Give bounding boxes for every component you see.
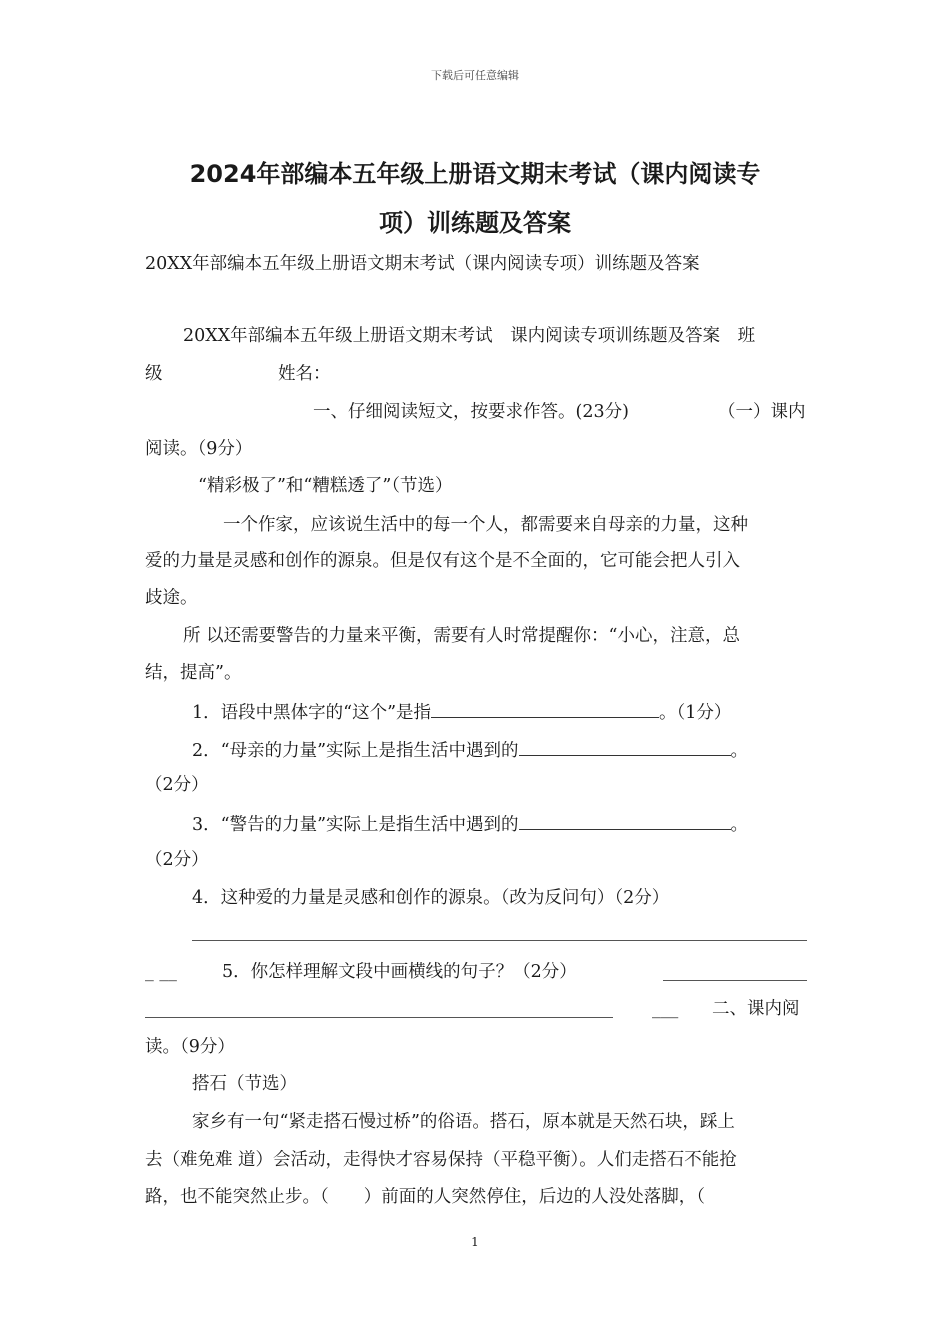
section-two-score: 读。（9分）: [145, 1037, 235, 1057]
passage-one-line: 歧途。: [145, 588, 198, 608]
question-2-score: （2分）: [145, 775, 209, 795]
intro-name-label: 姓名：: [278, 364, 331, 384]
section-one-heading: 一、仔细阅读短文，按要求作答。(23分): [313, 402, 629, 422]
question-5-prefix: _ __: [145, 962, 177, 982]
question-2: 2．“母亲的力量”实际上是指生活中遇到的 。: [192, 737, 748, 763]
answer-line[interactable]: [663, 980, 807, 981]
question-5-mid: ___: [652, 999, 679, 1019]
answer-blank[interactable]: [519, 737, 731, 756]
passage-one-line: 结，提高”。: [145, 663, 242, 683]
question-5: 5．你怎样理解文段中画横线的句子？（2分）: [222, 962, 577, 982]
question-3: 3．“警告的力量”实际上是指生活中遇到的 。: [192, 811, 748, 837]
subsection-one-score: 阅读。（9分）: [145, 439, 253, 459]
answer-blank[interactable]: [519, 811, 731, 830]
answer-blank[interactable]: [431, 699, 659, 718]
section-two-heading: 二、课内阅: [712, 999, 800, 1019]
question-3-score: （2分）: [145, 850, 209, 870]
passage-two-line: 路，也不能突然止步。（ ）前面的人突然停住，后边的人没处落脚，（: [145, 1187, 705, 1207]
intro-class-label: 级: [145, 364, 163, 384]
header-note: 下载后可任意编辑: [431, 69, 519, 82]
intro-line-1: 20XX年部编本五年级上册语文期末考试 课内阅读专项训练题及答案 班: [183, 326, 756, 346]
page-number: 1: [471, 1235, 479, 1249]
question-4: 4．这种爱的力量是灵感和创作的源泉。（改为反问句）（2分）: [192, 888, 670, 908]
passage-two-line: 家乡有一句“紧走搭石慢过桥”的俗语。搭石，原本就是天然石块，踩上: [192, 1112, 735, 1132]
passage-one-line: 爱的力量是灵感和创作的源泉。但是仅有这个是不全面的，它可能会把人引入: [145, 551, 740, 571]
passage-one-line: 一个作家，应该说生活中的每一个人，都需要来自母亲的力量，这种: [223, 515, 748, 535]
answer-line[interactable]: [145, 1017, 613, 1018]
passage-two-line: 去（难免难 道）会活动，走得快才容易保持（平稳平衡）。人们走搭石不能抢: [145, 1150, 737, 1170]
passage-one-line: 所 以还需要警告的力量来平衡，需要有人时常提醒你：“小心，注意，总: [183, 626, 741, 646]
passage-two-title: 搭石（节选）: [192, 1074, 297, 1094]
subsection-one-heading: （一）课内: [718, 402, 806, 422]
title-line-2: 项）训练题及答案: [379, 209, 571, 237]
subtitle: 20XX年部编本五年级上册语文期末考试（课内阅读专项）训练题及答案: [145, 254, 700, 274]
answer-line[interactable]: [192, 940, 807, 941]
question-1: 1．语段中黑体字的“这个”是指 。（1分）: [192, 699, 731, 725]
passage-one-title: “精彩极了”和“糟糕透了”（节选）: [198, 476, 453, 496]
title-line-1: 2024年部编本五年级上册语文期末考试（课内阅读专: [189, 160, 761, 188]
